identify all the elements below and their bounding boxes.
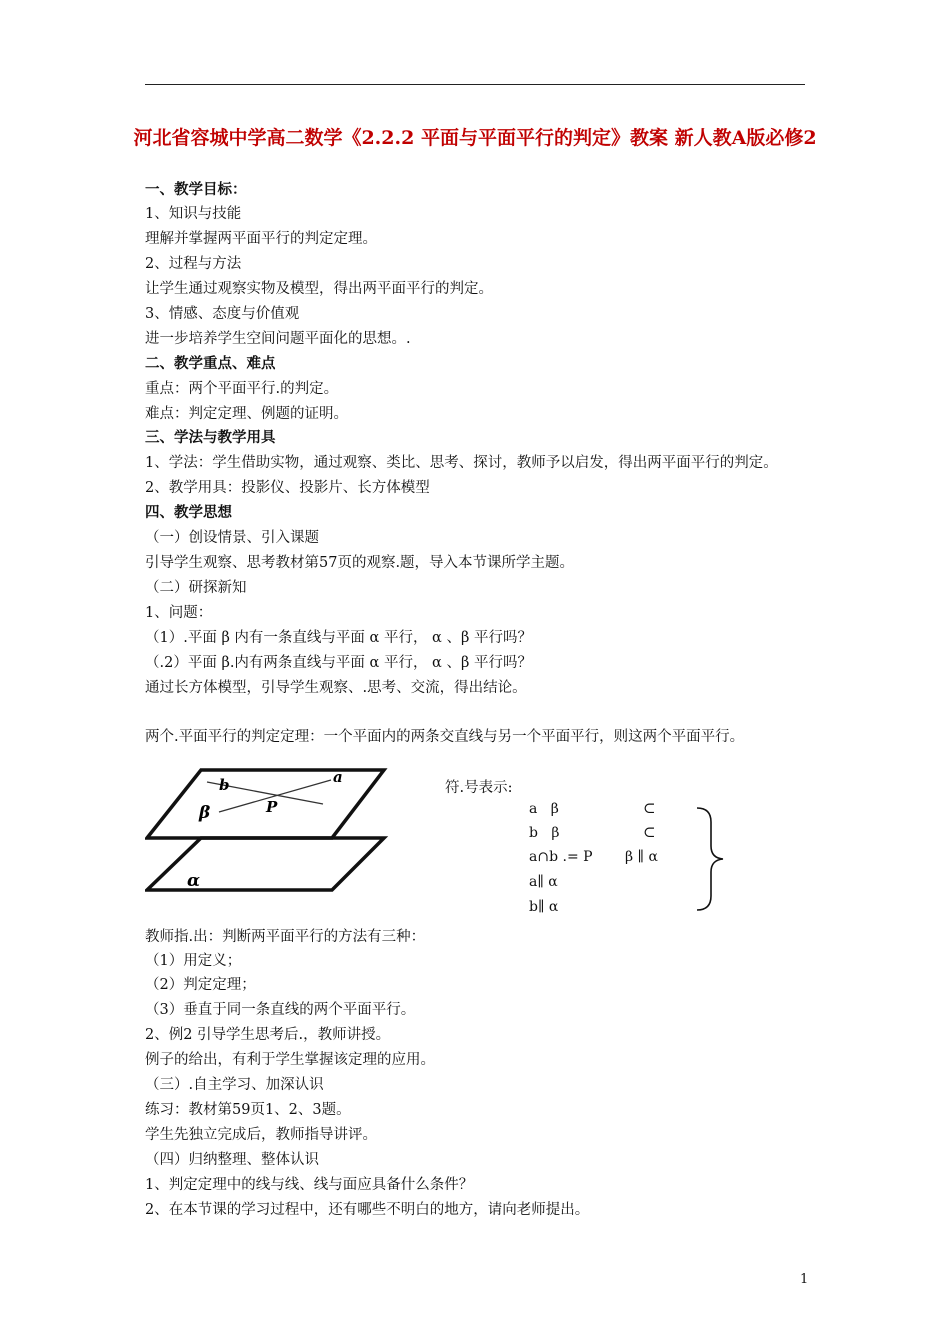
planes-diagram xyxy=(145,766,390,894)
subset-symbol: ⊂ xyxy=(643,823,656,841)
symbol-row: a∥ α xyxy=(529,874,558,890)
label-a: a xyxy=(333,768,343,786)
section-heading: 二、教学重点、难点 xyxy=(145,355,276,372)
text-line: 重点：两个平面平行.的判定。 xyxy=(145,381,339,397)
section-heading: 四、教学思想 xyxy=(145,504,232,521)
text-line: （四）归纳整理、整体认识 xyxy=(145,1152,319,1168)
text-line: 通过长方体模型，引导学生观察、.思考、交流，得出结论。 xyxy=(145,680,527,696)
text-line: （3）垂直于同一条直线的两个平面平行。 xyxy=(145,1002,416,1018)
text-line: 2、过程与方法 xyxy=(145,256,242,272)
subset-symbol: ⊂ xyxy=(643,799,656,817)
text-line: 2、例2 引导学生思考后.，教师讲授。 xyxy=(145,1027,391,1043)
parallel-planes-figure xyxy=(145,766,390,894)
symbol-row: b∥ α xyxy=(529,899,559,915)
right-brace-icon xyxy=(695,806,725,912)
plane-alpha xyxy=(147,838,384,890)
text-line: 1、判定定理中的线与线、线与面应具备什么条件？ xyxy=(145,1177,474,1193)
section-heading: 一、教学目标： xyxy=(145,181,247,198)
header-rule xyxy=(145,84,805,85)
text-line: 1、知识与技能 xyxy=(145,206,242,222)
text-line: 学生先独立完成后，教师指导讲评。 xyxy=(145,1127,377,1143)
symbol-row: a∩b .= P xyxy=(529,849,593,865)
document-title: 河北省容城中学高二数学《2.2.2 平面与平面平行的判定》教案 新人教A版必修2 xyxy=(133,127,817,149)
text-line: 1、学法：学生借助实物，通过观察、类比、思考、探讨，教师予以启发，得出两平面平行的判定。 xyxy=(145,455,778,471)
text-line: （三）.自主学习、加深认识 xyxy=(145,1077,324,1093)
text-line: 引导学生观察、思考教材第57页的观察.题，导入本节课所学主题。 xyxy=(145,555,575,571)
symbol-row: a β xyxy=(529,801,559,817)
text-line: 练习：教材第59页1、2、3题。 xyxy=(145,1102,351,1118)
text-line: 难点：判定定理、例题的证明。 xyxy=(145,406,348,422)
text-line: 教师指.出：判断两平面平行的方法有三种： xyxy=(145,929,426,945)
page-number: 1 xyxy=(800,1272,809,1287)
text-line: 2、教学用具：投影仪、投影片、长方体模型 xyxy=(145,480,430,496)
text-line: （.2）平面 β.内有两条直线与平面 α 平行， α 、β 平行吗？ xyxy=(145,655,532,671)
text-line: （一）创设情景、引入课题 xyxy=(145,530,319,546)
label-b: b xyxy=(219,776,230,794)
symbol-title: 符.号表示: xyxy=(445,780,513,796)
text-line: （1）.平面 β 内有一条直线与平面 α 平行， α 、β 平行吗？ xyxy=(145,630,532,646)
text-line: （二）研探新知 xyxy=(145,580,247,596)
section-heading: 三、学法与教学用具 xyxy=(145,429,276,446)
label-p: P xyxy=(266,798,278,816)
symbol-notation xyxy=(445,776,745,926)
text-line: （2）判定定理； xyxy=(145,977,256,993)
text-line: 2、在本节课的学习过程中，还有哪些不明白的地方，请向老师提出。 xyxy=(145,1202,590,1218)
symbol-row: b β xyxy=(529,825,560,841)
text-line: 1、问题： xyxy=(145,605,213,621)
text-line: 两个.平面平行的判定定理：一个平面内的两条交直线与另一个平面平行，则这两个平面平行。 xyxy=(145,729,745,745)
conclusion: β ∥ α xyxy=(625,849,658,865)
text-line: 进一步培养学生空间问题平面化的思想。. xyxy=(145,331,411,347)
label-alpha: α xyxy=(187,871,201,891)
text-line: 3、情感、态度与价值观 xyxy=(145,306,300,322)
text-line: 例子的给出，有利于学生掌握该定理的应用。 xyxy=(145,1052,435,1068)
text-line: 理解并掌握两平面平行的判定定理。 xyxy=(145,231,377,247)
text-line: （1）用定义； xyxy=(145,953,242,969)
label-beta: β xyxy=(199,803,211,823)
text-line: 让学生通过观察实物及模型，得出两平面平行的判定。 xyxy=(145,281,493,297)
